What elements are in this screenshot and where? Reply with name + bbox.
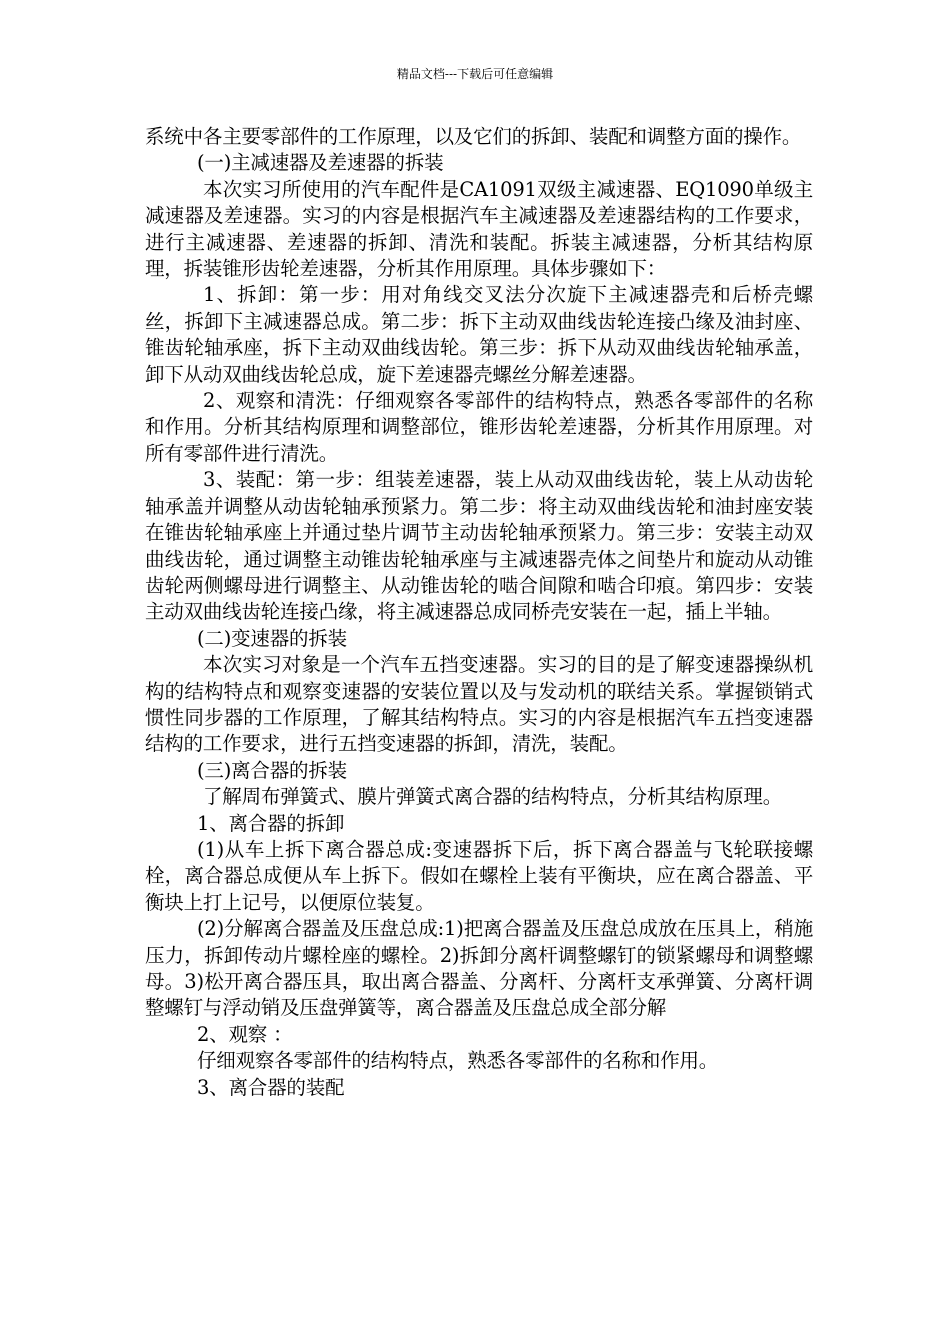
- paragraph-removal-1: (1)从车上拆下离合器总成:变速器拆下后，拆下离合器盖与飞轮联接螺栓，离合器总成便从车上拆下。假如在螺栓上装有平衡块，应在离合器盖、平衡块上打上记号，以便原位装复。: [145, 837, 813, 914]
- subheading-clutch-removal: 1、离合器的拆卸: [197, 811, 345, 835]
- paragraph-step-3: 3、装配：第一步：组装差速器，装上从动双曲线齿轮，装上从动齿轮轴承盖并调整从动齿轮轴承预紧力。第二步：将主动双曲线齿轮和油封座安装在锥齿轮轴承座上并通过垫片调节主动齿轮轴承预紧力。第三步：安装主动双曲线齿轮，通过调整主动锥齿轮轴承座与主减速器壳体之间垫片和旋动从动锥齿轮两侧螺母进行调整主、从动锥齿轮的啮合间隙和啮合印痕。第四步：安装主动双曲线齿轮连接凸缘，将主减速器总成同桥壳安装在一起，插上半轴。: [145, 468, 813, 624]
- paragraph-step-1: 1、拆卸：第一步：用对角线交叉法分次旋下主减速器壳和后桥壳螺丝，拆卸下主减速器总成。第二步：拆下主动双曲线齿轮连接凸缘及油封座、锥齿轮轴承座，拆下主动双曲线齿轮。第三步：拆下从动双曲线齿轮轴承盖，卸下从动双曲线齿轮总成，旋下差速器壳螺丝分解差速器。: [145, 283, 813, 386]
- document-body: [145, 124, 813, 1101]
- paragraph: 本次实习对象是一个汽车五挡变速器。实习的目的是了解变速器操纵机构的结构特点和观察变速器的安装位置以及与发动机的联结关系。掌握锁销式惯性同步器的工作原理，了解其结构特点。实习的内容是根据汽车五挡变速器结构的工作要求，进行五挡变速器的拆卸，清洗，装配。: [145, 653, 813, 756]
- subheading-clutch-assembly: 3、离合器的装配: [197, 1075, 345, 1099]
- section-heading-3: (三)离合器的拆装: [197, 758, 347, 782]
- paragraph-removal-2: (2)分解离合器盖及压盘总成:1)把离合器盖及压盘总成放在压具上，稍施压力，拆卸传动片螺栓座的螺栓。2)拆卸分离杆调整螺钉的锁紧螺母和调整螺母。3)松开离合器压具，取出离合器盖、分离杆、分离杆支承弹簧、分离杆调整螺钉与浮动销及压盘弹簧等，离合器盖及压盘总成全部分解: [145, 917, 813, 1020]
- paragraph: 了解周布弹簧式、膜片弹簧式离合器的结构特点，分析其结构原理。: [203, 785, 783, 809]
- subheading-observation: 2、观察 ：: [197, 1022, 293, 1046]
- section-heading-2: (二)变速器的拆装: [197, 626, 347, 650]
- section-heading-1: (一)主减速器及差速器的拆装: [197, 151, 444, 175]
- paragraph: 本次实习所使用的汽车配件是CA1091双级主减速器、EQ1090单级主减速器及差速器。实习的内容是根据汽车主减速器及差速器结构的工作要求，进行主减速器、差速器的拆卸、清洗和装配。拆装主减速器，分析其结构原理，拆装锥形齿轮差速器，分析其作用原理。具体步骤如下：: [145, 177, 813, 281]
- paragraph-step-2: 2、观察和清洗：仔细观察各零部件的结构特点，熟悉各零部件的名称和作用。分析其结构原理和调整部位，锥形齿轮差速器，分析其作用原理。对所有零部件进行清洗。: [145, 389, 813, 465]
- paragraph-observation: 仔细观察各零部件的结构特点，熟悉各零部件的名称和作用。: [197, 1049, 719, 1073]
- page-header: 精品文档---下载后可任意编辑: [396, 67, 554, 81]
- paragraph-intro: 系统中各主要零部件的工作原理，以及它们的拆卸、装配和调整方面的操作。: [145, 125, 802, 148]
